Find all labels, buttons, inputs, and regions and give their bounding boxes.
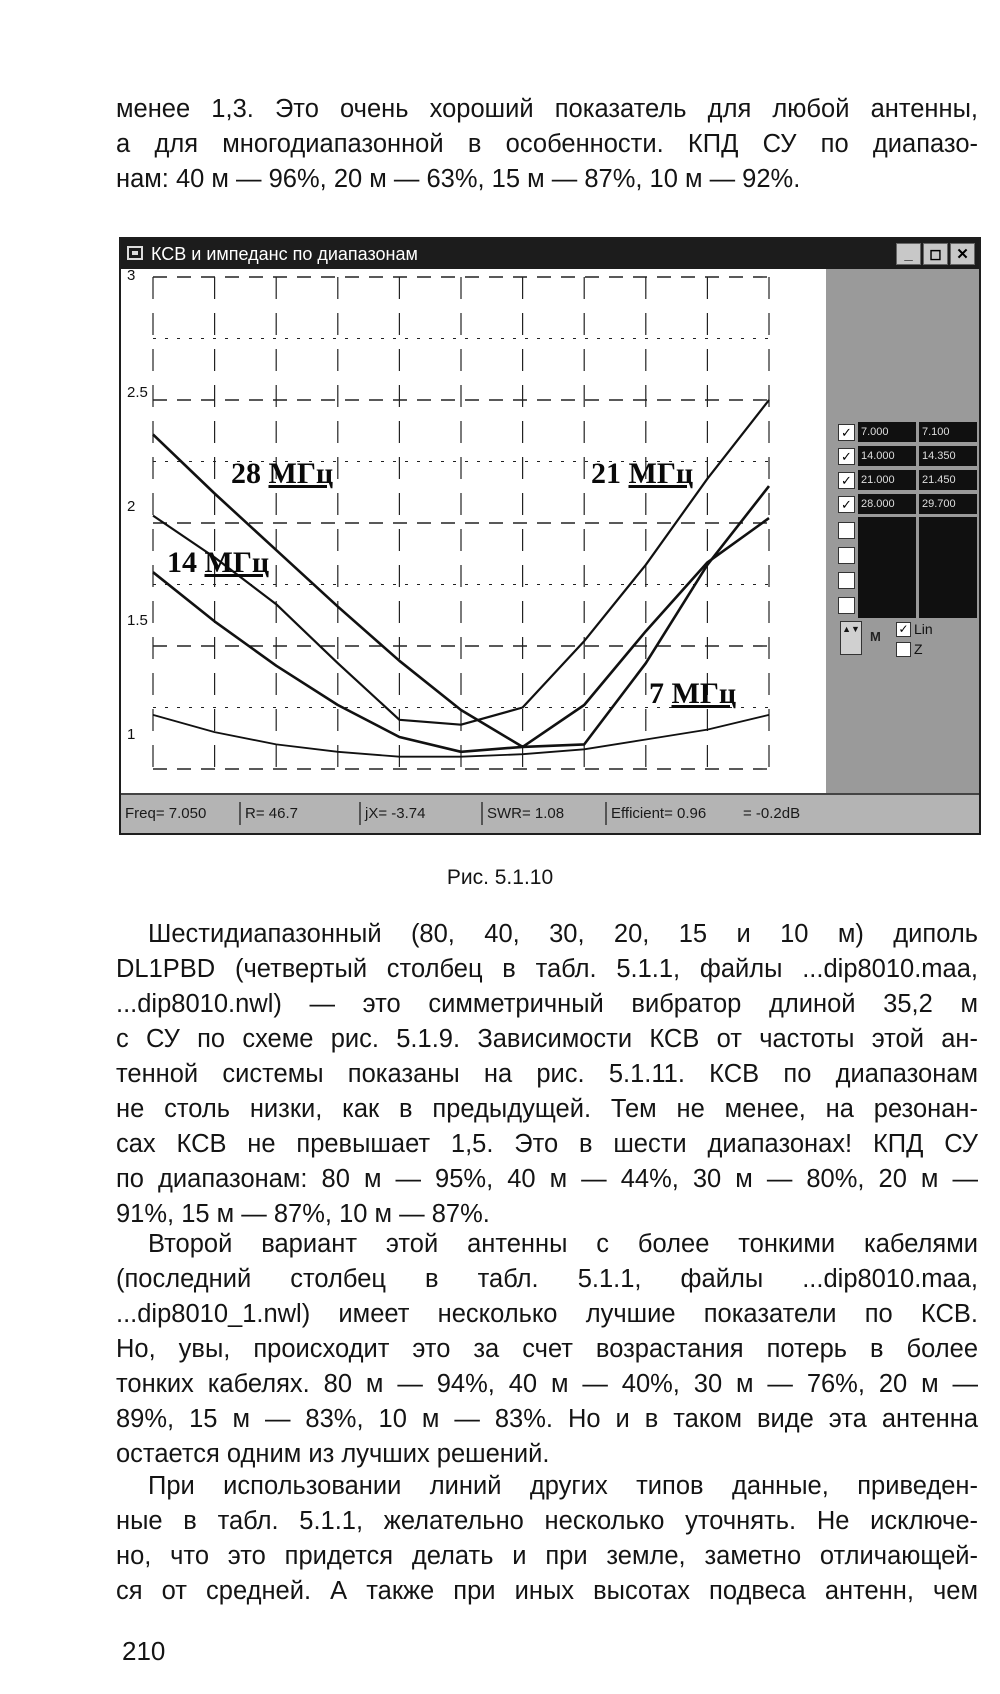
lin-option[interactable] [896,621,933,637]
band-end-field[interactable]: 21.450 [919,470,977,490]
band-checkbox[interactable] [838,572,855,589]
y-tick-label: 2 [127,498,136,515]
band-end-field[interactable] [919,542,977,568]
band-end-field[interactable]: 29.700 [919,494,977,514]
text-line: по диапазонам: 80 м — 95%, 40 м — 44%, 30 м — 80%, 20 м — [116,1165,978,1193]
paragraph-other-lines [116,1469,978,1609]
band-checkbox[interactable] [838,547,855,564]
band-row-28 [838,493,977,515]
status-efficiency: Efficient= 0.96 [605,802,706,825]
y-tick-label: 1 [127,726,136,743]
y-tick-label: 2.5 [127,384,148,401]
band-end-field[interactable]: 14.350 [919,446,977,466]
status-db: = -0.2dB [743,805,801,822]
paragraph-dl1pbd [116,917,978,1232]
band-row-14 [838,445,977,467]
text-line: но, что это придется делать и при земле, заметно отличающей- [116,1542,978,1570]
band-checkbox[interactable]: ✓ [838,496,855,513]
band-start-field[interactable] [858,517,916,543]
text-line: с СУ по схеме рис. 5.1.9. Зависимости КСВ от частоты этой ан- [116,1025,978,1053]
band-start-field[interactable]: 14.000 [858,446,916,466]
text-line: менее 1,3. Это очень хороший показатель для любой антенны, [116,95,978,123]
band-row-21 [838,469,977,491]
page-number: 210 [122,1636,166,1666]
intro-paragraph [116,92,978,197]
band-start-field[interactable] [858,567,916,593]
swr-chart[interactable] [121,269,826,793]
window-titlebar[interactable] [121,239,979,269]
band-row-empty [838,519,977,541]
paragraph-variant-two [116,1227,978,1472]
scale-stepper[interactable]: ▲▼ [840,621,862,655]
z-checkbox[interactable] [896,642,911,657]
text-line: ...dip8010_1.nwl) имеет несколько лучшие показатели по КСВ. [116,1300,978,1328]
text-line: DL1PBD (четвертый столбец в табл. 5.1.1, файлы ...dip8010.maa, [116,955,978,983]
text-line: 91%, 15 м — 87%, 10 м — 87%. [116,1200,490,1228]
status-jx: jX= -3.74 [359,802,425,825]
band-checkbox[interactable] [838,522,855,539]
text-line: сах КСВ не превышает 1,5. Это в шести диапазонах! КПД СУ [116,1130,978,1158]
band-end-field[interactable]: 7.100 [919,422,977,442]
text-line: Шестидиапазонный (80, 40, 30, 20, 15 и 10 м) диполь [148,920,978,948]
curve-label-14mhz: 14 МГц [167,546,270,579]
band-checkbox[interactable]: ✓ [838,424,855,441]
lin-label: Lin [914,621,933,637]
text-line: (последний столбец в табл. 5.1.1, файлы ...dip8010.maa, [116,1265,978,1293]
text-line: не столь низки, как в предыдущей. Тем не менее, на резонан- [116,1095,978,1123]
text-line: Но, увы, происходит это за счет возрастания потерь в более [116,1335,978,1363]
band-checkbox[interactable]: ✓ [838,448,855,465]
text-line: остается одним из лучших решений. [116,1440,550,1468]
band-start-field[interactable]: 7.000 [858,422,916,442]
band-end-field[interactable] [919,517,977,543]
minimize-button[interactable]: _ [896,243,921,265]
band-start-field[interactable] [858,542,916,568]
window-title: КСВ и импеданс по диапазонам [151,244,418,264]
curve-label-28mhz: 28 МГц [231,457,334,490]
maximize-button[interactable]: ◻ [923,243,948,265]
band-end-field[interactable] [919,592,977,618]
chart-canvas [121,269,826,793]
text-line: Второй вариант этой антенны с более тонкими кабелями [148,1230,978,1258]
text-line: тонких кабелях. 80 м — 94%, 40 м — 40%, 30 м — 76%, 20 м — [116,1370,978,1398]
lin-checkbox[interactable]: ✓ [896,622,911,637]
band-row-7 [838,421,977,443]
swr-window [119,237,981,835]
status-r: R= 46.7 [239,802,298,825]
text-line: ся от средней. А также при иных высотах подвеса антенн, чем [116,1577,978,1605]
band-end-field[interactable] [919,567,977,593]
text-line: ...dip8010.nwl) — это симметричный вибратор длиной 35,2 м [116,990,978,1018]
band-row-empty [838,594,977,616]
band-panel [826,269,979,793]
z-label: Z [914,641,923,657]
text-line: При использовании линий других типов данные, приведен- [148,1472,978,1500]
status-swr: SWR= 1.08 [481,802,564,825]
text-line: а для многодиапазонной в особенности. КПД СУ по диапазо- [116,130,978,158]
band-row-empty [838,569,977,591]
band-checkbox[interactable] [838,597,855,614]
text-line: 89%, 15 м — 83%, 10 м — 83%. Но и в таком виде эта антенна [116,1405,978,1433]
close-button[interactable]: ✕ [950,243,975,265]
status-bar [121,793,979,833]
band-start-field[interactable] [858,592,916,618]
m-label: M [870,629,881,644]
z-option[interactable] [896,641,923,657]
status-freq: Freq= 7.050 [125,805,207,822]
app-icon [127,246,143,260]
curve-label-21mhz: 21 МГц [591,457,694,490]
y-tick-label: 3 [127,267,136,284]
band-row-empty [838,544,977,566]
text-line: ные в табл. 5.1.1, желательно несколько уточнять. Не исключе- [116,1507,978,1535]
band-checkbox[interactable]: ✓ [838,472,855,489]
text-line: тенной системы показаны на рис. 5.1.11. КСВ по диапазонам [116,1060,978,1088]
band-start-field[interactable]: 21.000 [858,470,916,490]
text-line: нам: 40 м — 96%, 20 м — 63%, 15 м — 87%, 10 м — 92%. [116,165,801,193]
curve-label-7mhz: 7 МГц [649,677,737,710]
band-start-field[interactable]: 28.000 [858,494,916,514]
y-tick-label: 1.5 [127,612,148,629]
figure-caption: Рис. 5.1.10 [446,866,554,889]
